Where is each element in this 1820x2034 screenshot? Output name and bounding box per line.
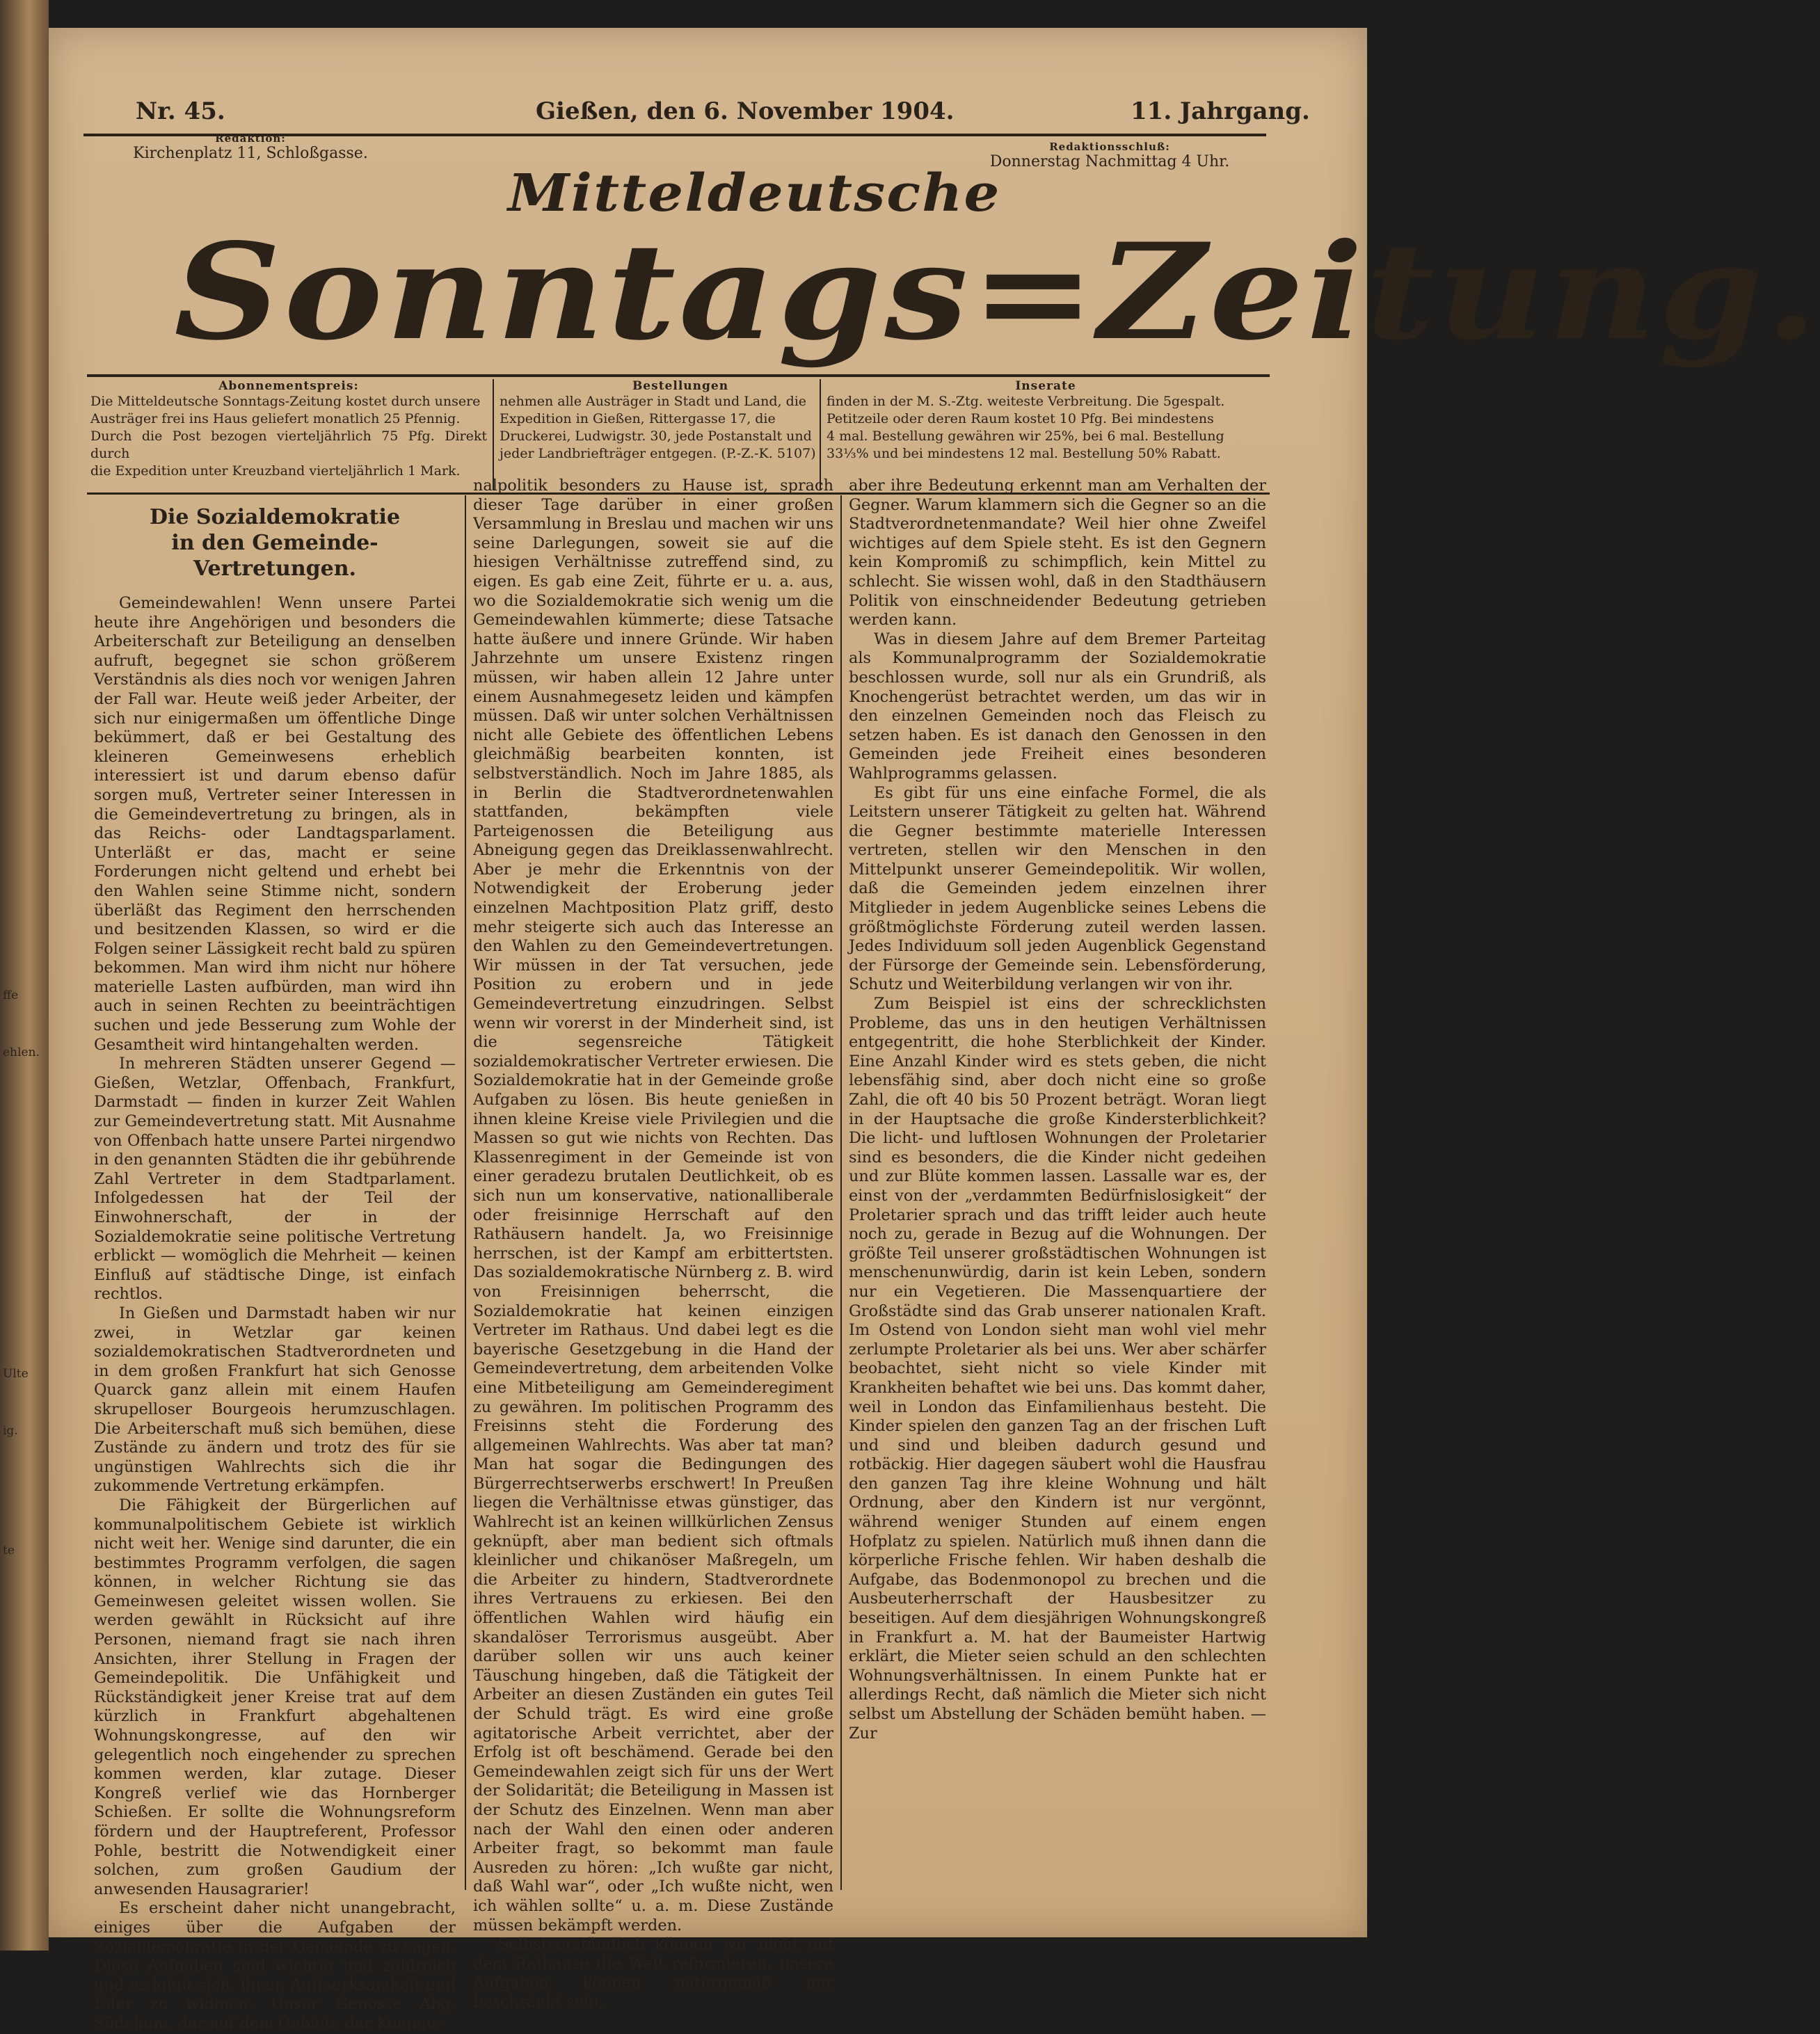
article-paragraph: Die Fähigkeit der Bürgerlichen auf kommunalpolitischem Gebiete ist wirklich nicht weit her. Wenige sind darunter, die ein bestimmtes Programm verfolgen, die sagen können, in welcher Richtung sie das Gemeinwesen geleitet wissen wollen. Sie werden gewählt in Rücksicht auf ihre Personen, niemand fragt sie nach ihren Ansichten, ihrer Stellung in Fragen der Gemeindepolitik. Die Unfähigkeit und Rückständigkeit jener Kreise trat auf dem kürzlich in Frankfurt abgehaltenen Wohnungskongresse, auf den wir gelegentlich noch eingehender zu sprechen kommen werden, klar zutage. Dieser Kongreß verlief wie das Hornberger Schießen. Er sollte die Wohnungsreform fördern und der Hauptreferent, Professor Pohle, bestritt die Notwendigkeit einer solchen, zum großen Gaudium der anwesenden Hausagrarier! [94,1496,456,1898]
box-divider [493,379,494,490]
deadline-label: Redaktionsschluß: [1049,141,1170,153]
article-paragraph: Zum Beispiel ist eins der schrecklichsten Probleme, das uns in den heutigen Verhältnissen entgegentritt, die hohe Sterblichkeit der Kinder. Eine Anzahl Kinder wird es stets geben, die nicht lebensfähig sind, aber doch nicht eine so große Zahl, die oft 40 bis 50 Prozent beträgt. Woran liegt in der Hauptsache die große Kindersterblichkeit? Die licht- und luftlosen Wohnungen der Proletarier sind es besonders, die die Kinder nicht gedeihen und zur Blüte kommen lassen. Lassalle war es, der einst von der „verdammten Bedürfnislosigkeit“ der Proletarier sprach und das trifft leider auch heute noch zu, gerade in Bezug auf die Wohnungen. Der größte Teil unserer großstädtischen Wohnungen ist menschenunwürdig, darin ist kein Leben, sondern nur ein Vegetieren. Die Massenquartiere der Großstädte sind das Grab unserer nationalen Kraft. Im Ostend von London sieht man wohl viel mehr zerlumpte Proletarier als bei uns. Wer aber schärfer beobachtet, sieht nicht so viele Kinder mit Krankheiten behaftet wie bei uns. Das kommt daher, weil in London das Einfamilienhaus besteht. Die Kinder spielen den ganzen Tag an der frischen Luft und sind und bleiben dadurch gesund und rotbäckig. Hier dagegen säubert wohl die Hausfrau den ganzen Tag ihre kleine Wohnung und hält Ordnung, aber den Kindern ist nur vergönnt, während weniger Stunden auf einem engen Hofplatz zu spielen. Natürlich muß ihnen dann die körperliche Frische fehlen. Wir haben deshalb die Aufgabe, das Bodenmonopol zu brechen und die Ausbeuterherrschaft der Hausbesitzer zu beseitigen. Auf dem diesjährigen Wohnungskongreß in Frankfurt a. M. hat der Baumeister Hartwig erklärt, die Mieter seien schuld an den schlechten Wohnungsverhältnissen. In einem Punkte hat er allerdings Recht, daß nämlich die Mieter sich nicht selbst um Abstellung der Schäden bemüht haben. — Zur [849,995,1266,1743]
volume-year: 11. Jahrgang. [1131,97,1310,125]
advertising-line: Petitzeile oder deren Raum kostet 10 Pfg. Bei mindestens [827,411,1214,427]
orders-title: Bestellungen [632,379,729,393]
subscription-line: Durch die Post bezogen vierteljährlich 75 Pfg. Direkt durch [90,429,487,462]
column-divider [465,495,466,1890]
orders-box [500,379,861,463]
article-title [94,504,456,582]
orders-line: Druckerei, Ludwigstr. 30, jede Postanstalt und [500,429,812,445]
margin-fragment: ffe [3,988,19,1002]
article-column-2 [473,477,833,2012]
advertising-title: Inserate [1015,379,1076,393]
masthead-rule [87,374,1270,377]
orders-line: Expedition in Gießen, Rittergasse 17, die [500,411,776,427]
subscription-line: Austräger frei ins Haus geliefert monatlich 25 Pfennig. [90,411,461,427]
article-paragraph: In mehreren Städten unserer Gegend — Gießen, Wetzlar, Offenbach, Frankfurt, Darmstadt — finden in kurzer Zeit Wahlen zur Gemeindevertretung statt. Mit Ausnahme von Offenbach hatte unsere Partei nirgendwo in den genannten Städten die ihr gebührende Zahl Vertreter in dem Stadtparlament. Infolgedessen hat der Teil der Einwohnerschaft, der in der Sozialdemokratie seine politische Vertretung erblickt — womöglich die Mehrheit — keinen Einfluß auf städtische Dinge, ist einfach rechtlos. [94,1055,456,1304]
subscription-line: Die Mitteldeutsche Sonntags-Zeitung kostet durch unsere [90,394,481,409]
article-paragraph: Selbstverständlich können wir nicht auf dem Rathause die Welt reformieren, unsere Aufgaben können naturgemäß nur beschränkt sein, [473,1935,833,2011]
column-divider [840,495,842,1890]
editorial-address: Kirchenplatz 11, Schloßgasse. [133,145,368,162]
margin-fragments [3,988,40,1600]
article-column-3 [849,477,1266,1743]
advertising-box [827,379,1265,463]
article-paragraph: Was in diesem Jahre auf dem Bremer Parteitag als Kommunalprogramm der Sozialdemokratie beschlossen wurde, soll nur als ein Grundriß, als Knochengerüst betrachtet werden, um das wir in den einzelnen Gemeinden noch das Fleisch zu setzen haben. Es ist danach den Genossen in den Gemeinden jede Freiheit eines besonderen Wahlprogramms gelassen. [849,630,1266,783]
subscription-line: die Expedition unter Kreuzband vierteljährlich 1 Mark. [90,463,461,479]
advertising-line: finden in der M. S.-Ztg. weiteste Verbreitung. Die 5gespalt. [827,394,1225,409]
advertising-line: 4 mal. Bestellung gewähren wir 25%, bei 6 mal. Bestellung [827,429,1224,445]
deadline-text: Donnerstag Nachmittag 4 Uhr. [989,153,1230,170]
orders-line: jeder Landbriefträger entgegen. (P.-Z.-K. 5107) [500,446,816,462]
newspaper-page [49,28,1820,2033]
dateline: Gießen, den 6. November 1904. [536,97,955,125]
masthead-subtitle: Mitteldeutsche [508,163,1001,223]
article-paragraph: nalpolitik besonders zu Hause ist, sprach dieser Tage darüber in einer großen Versammlung in Breslau und machen wir uns seine Darlegungen, soweit sie auf die hiesigen Verhältnisse zutreffend sind, zu eigen. Es gab eine Zeit, führte er u. a. aus, wo die Sozialdemokratie sich wenig um die Gemeindewahlen kümmerte; diese Tatsache hatte äußere und innere Gründe. Wir haben Jahrzehnte um unsere Existenz ringen müssen, wir haben allein 12 Jahre unter einem Ausnahmegesetz leiden und kämpfen müssen. Daß wir unter solchen Verhältnissen nicht alle Gebiete des öffentlichen Lebens gleichmäßig bearbeiten konnten, ist selbstverständlich. Noch im Jahre 1885, als in Berlin die Stadtverordnetenwahlen stattfanden, bekämpften viele Parteigenossen die Beteiligung aus Abneigung gegen das Dreiklassenwahlrecht. Aber je mehr die Erkenntnis von der Notwendigkeit der Eroberung jeder einzelnen Machtposition Platz griff, desto mehr steigerte sich auch das Interesse an den Wahlen zu den Gemeindevertretungen. Wir müssen in der Tat versuchen, jede Position zu erobern und in jede Gemeindevertretung einzudringen. Selbst wenn wir vorerst in der Minderheit sind, ist die segensreiche Tätigkeit sozialdemokratischer Vertreter erwiesen. Die Sozialdemokratie hat in der Gemeinde große Aufgaben zu lösen. Bis heute genießen in ihnen kleine Kreise viele Privilegien und die Massen so gut wie nichts von Rechten. Das Klassenregiment in der Gemeinde ist von einer geradezu brutalen Deutlichkeit, ob es sich nun um konservative, nationalliberale oder freisinnige Herrschaft auf den Rathäusern handelt. Ja, wo Freisinnige herrschen, ist der Kampf am erbittertsten. Das sozialdemokratische Nürnberg z. B. wird von Freisinnigen beherrscht, die Sozialdemokratie hat keinen einzigen Vertreter im Rathaus. Und dabei legt es die bayerische Gesetzgebung in die Hand der Gemeindevertretung, dem arbeitenden Volke eine Mitbeteiligung am Gemeinderegiment zu gewähren. Im politischen Programm des Freisinns steht die Forderung des allgemeinen Wahlrechts. Was aber tat man? Man hat sogar die Bedingungen des Bürgerrechtserwerbs erschwert! In Preußen liegen die Verhältnisse etwas günstiger, das Wahlrecht ist an keinen willkürlichen Zensus geknüpft, aber man bedient sich oftmals kleinlicher und chikanöser Maßregeln, um die Arbeiter zu hindern, Stadtverordnete ihres Vertrauens zu erkiesen. Bei den öffentlichen Wahlen wird häufig ein skandalöser Terrorismus ausgeübt. Aber darüber sollen wir uns auch keiner Täuschung hingeben, daß die Tätigkeit der Arbeiter an diesen Zuständen ein gutes Teil der Schuld trägt. Es wird eine große agitatorische Arbeit verrichtet, aber der Erfolg ist oft beschämend. Gerade bei den Gemeindewahlen zeigt sich für uns der Wert der Solidarität; die Beteiligung in Massen ist der Schutz des Einzelnen. Wenn man aber nach der Wahl den einen oder anderen Arbeiter fragt, so bekommt man faule Ausreden zu hören: „Ich wußte gar nicht, daß Wahl war“, oder „Ich wußte nicht, wen ich wählen sollte“ u. a. m. Diese Zustände müssen bekämpft werden. [473,477,833,1935]
masthead-title: Sonntags=Zeitung. [174,214,1820,369]
issue-number: Nr. 45. [136,97,225,125]
article-paragraph: Gemeindewahlen! Wenn unsere Partei heute ihre Angehörigen und besonders die Arbeiterschaft zur Beteiligung an denselben aufruft, begegnet sie schon größerem Verständnis als dies noch vor wenigen Jahren der Fall war. Heute weiß jeder Arbeiter, der sich nur einigermaßen um öffentliche Dinge bekümmert, daß er bei Gestaltung des kleineren Gemeinwesens erheblich interessiert ist und darum ebenso dafür sorgen muß, Vertreter seiner Interessen in die Gemeindevertretung zu bringen, als in das Reichs- oder Landtagsparlament. Unterläßt er das, macht er seine Forderungen nicht geltend und erhebt bei den Wahlen seine Stimme nicht, sondern überläßt das Regiment den herrschenden und besitzenden Klassen, so wird er die Folgen seiner Lässigkeit recht bald zu spüren bekommen. Man wird ihm nicht nur höhere materielle Lasten aufbürden, man wird ihn auch in seinen Rechten zu beeinträchtigen suchen und jede Besserung zum Wohle der Gesamtheit wird hintangehalten werden. [94,594,456,1054]
margin-fragment: ig. [3,1424,18,1439]
margin-fragment: te [3,1544,15,1558]
article-paragraph: aber ihre Bedeutung erkennt man am Verhalten der Gegner. Warum klammern sich die Gegner so an die Stadtverordnetenmandate? Weil hier ohne Zweifel wichtiges auf dem Spiele steht. Es ist den Gegnern kein Kompromiß zu schimpflich, kein Mittel zu schlecht. Sie wissen wohl, daß in den Stadthäusern Politik von einschneidender Bedeutung getrieben werden kann. [849,477,1266,630]
article-title-line: Die Sozialdemokratie [149,505,401,529]
subscription-title: Abonnementspreis: [218,379,359,393]
editorial-label: Redaktion: [215,132,286,145]
box-divider [820,379,821,490]
binding-spine [0,0,49,1951]
margin-fragment: Ulte [3,1367,29,1382]
advertising-line: 33⅓% und bei mindestens 12 mal. Bestellung 50% Rabatt. [827,446,1221,462]
editorial-office [118,132,383,162]
article-paragraph: Es erscheint daher nicht unangebracht, einiges über die Aufgaben der Sozialdemokratie in der Gemeinde zu sagen. Diese Aufgaben sind wichtig und zahlreich und es lohnt sich, ihnen Aufmerksamkeit und Eifer zu widmen. Unser Genosse Abg. Südekum, der auf dem Gebiete der Kommu- [94,1899,456,2033]
article-title-line: in den Gemeinde-Vertretungen. [171,531,378,581]
margin-fragment: ehlen. [3,1046,40,1060]
article-paragraph: Es gibt für uns eine einfache Formel, die als Leitstern unserer Tätigkeit zu gelten hat. Während die Gegner bestimmte materielle Interessen vertreten, stellen wir den Menschen in den Mittelpunkt unserer Gemeindepolitik. Wir wollen, daß die Gemeinden jedem einzelnen ihrer Mitglieder in jedem Augenblicke seines Lebens die größtmöglichste Förderung zuteil werden lassen. Jedes Individuum soll jeden Augenblick Gegenstand der Fürsorge der Gemeinde sein. Lebensförderung, Schutz und Weiterbildung verlangen wir von ihr. [849,783,1266,994]
orders-line: nehmen alle Austräger in Stadt und Land, die [500,394,807,409]
article-paragraph: In Gießen und Darmstadt haben wir nur zwei, in Wetzlar gar keinen sozialdemokratischen Stadtverordneten und in dem großen Frankfurt hat sich Genosse Quarck ganz allein mit einem Haufen skrupelloser Bourgeois herumzuschlagen. Die Arbeiterschaft muß sich bemühen, diese Zustände zu ändern und trotz des für sie ungünstigen Wahlrechts sich die ihr zukommende Vertretung erkämpfen. [94,1304,456,1496]
article-column-1 [94,504,456,2034]
subscription-box [90,379,487,480]
